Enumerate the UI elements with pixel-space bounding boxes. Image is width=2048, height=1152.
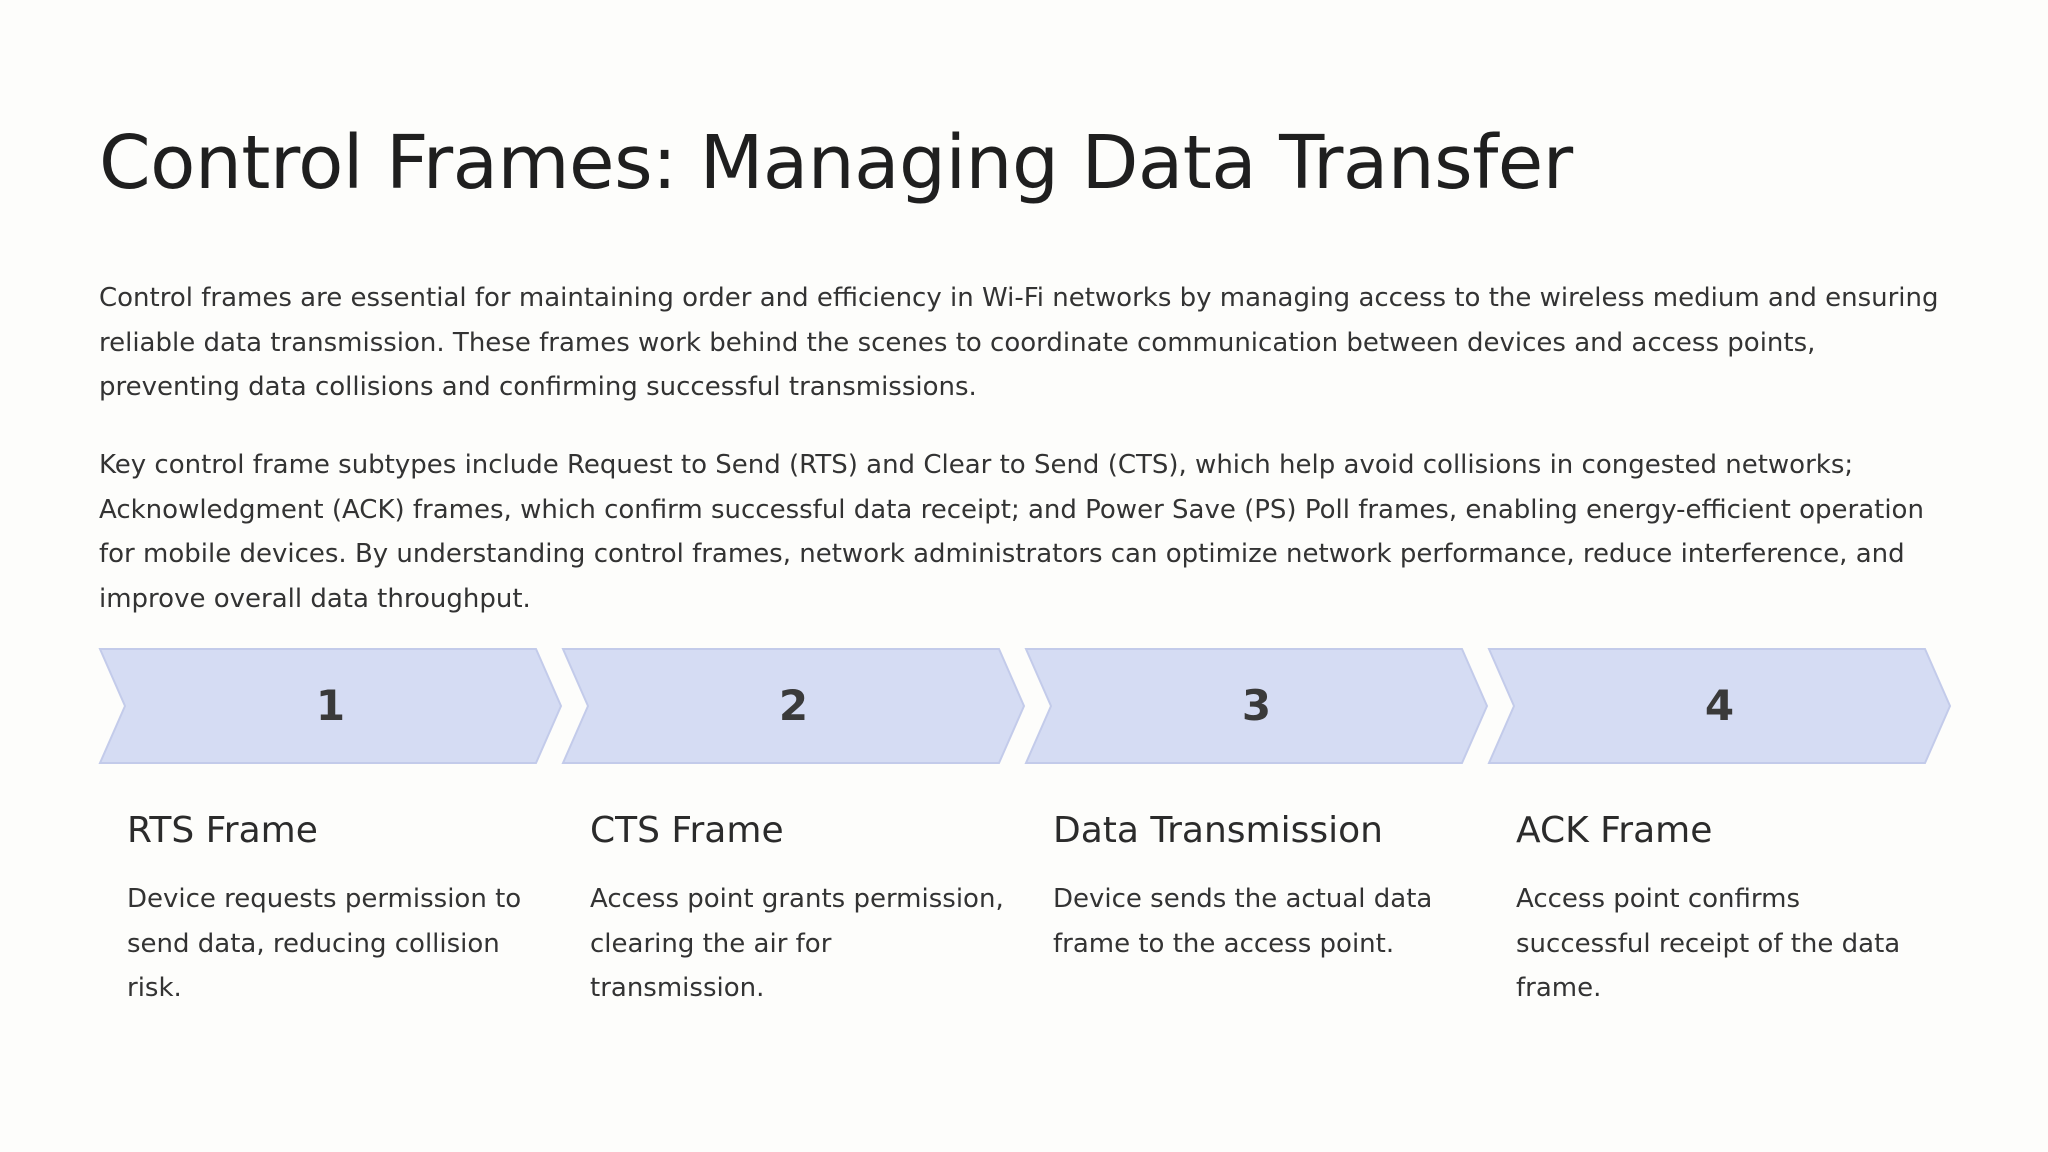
step-card-1 <box>127 805 547 1011</box>
step-card-4 <box>1516 805 1936 1011</box>
step-title: Data Transmission <box>1053 810 1383 851</box>
step-chevron-4 <box>1488 648 1951 764</box>
step-title: CTS Frame <box>590 810 784 851</box>
intro-paragraph: Control frames are essential for maintaining order and efficiency in Wi-Fi networks by managing access to the wireless medium and ensuring reliable data transmission. These frames work behind the scenes to coordinate communication between devices and access points, preventing data collisions and confirming successful transmissions. <box>99 283 1939 402</box>
step-description: Access point confirms successful receipt of the data frame. <box>1516 884 1901 1003</box>
step-number: 2 <box>778 681 809 730</box>
step-number: 3 <box>1241 681 1272 730</box>
step-chevron-2 <box>562 648 1025 764</box>
step-card-2 <box>590 805 1010 1011</box>
step-chevron-3 <box>1025 648 1488 764</box>
slide-title: Control Frames: Managing Data Transfer <box>99 120 1573 206</box>
step-number: 1 <box>315 681 346 730</box>
step-description: Access point grants permission, clearing the air for transmission. <box>590 884 1004 1003</box>
step-description: Device sends the actual data frame to the access point. <box>1053 884 1433 959</box>
step-chevron-1 <box>99 648 562 764</box>
step-title: RTS Frame <box>127 810 318 851</box>
subtypes-paragraph: Key control frame subtypes include Request to Send (RTS) and Clear to Send (CTS), which help avoid collisions in congested networks; Acknowledgment (ACK) frames, which confirm successful data receipt; and Power Save (PS) Poll frames, enabling energy-efficient operation for mobile devices. By understanding control frames, network administrators can optimize network performance, reduce interference, and improve overall data throughput. <box>99 450 1924 614</box>
step-title: ACK Frame <box>1516 810 1713 851</box>
process-flow <box>99 648 1951 764</box>
step-card-3 <box>1053 805 1473 966</box>
step-description: Device requests permission to send data, reducing collision risk. <box>127 884 522 1003</box>
step-number: 4 <box>1704 681 1735 730</box>
